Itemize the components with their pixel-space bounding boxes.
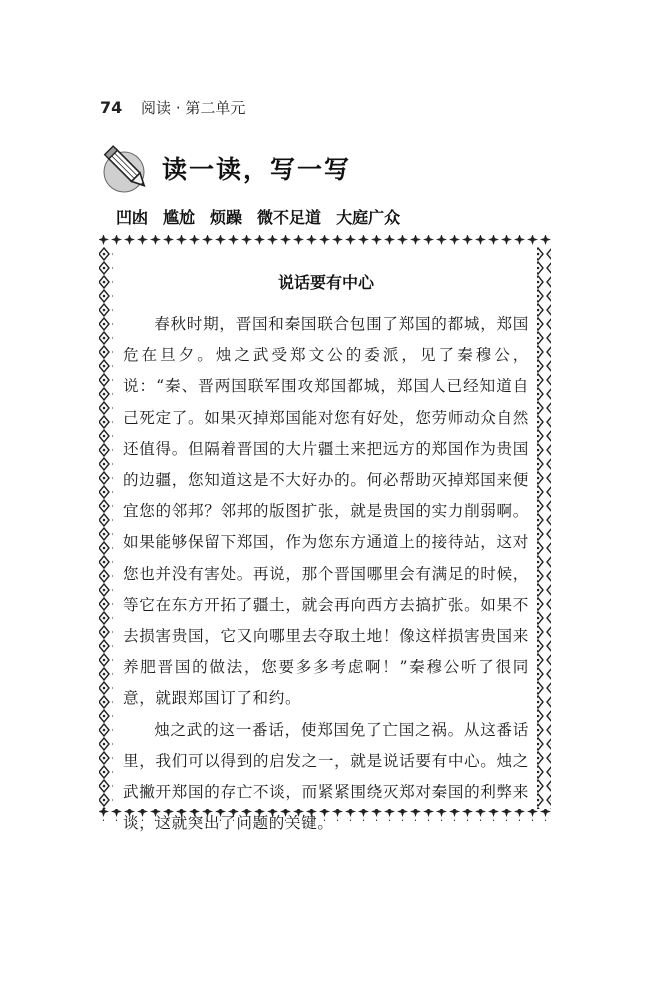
passage-title: 说话要有中心	[277, 273, 374, 292]
section-title: 读一读，写一写	[162, 155, 352, 184]
running-title: 阅读 · 第二单元	[141, 99, 246, 117]
vocab-word: 凹凼	[116, 208, 149, 227]
pencil-icon	[100, 140, 156, 196]
vocab-list	[116, 205, 400, 228]
page-header	[100, 97, 245, 118]
vocab-word: 尴尬	[163, 208, 196, 227]
vocab-word: 烦躁	[210, 208, 243, 227]
vocab-word: 大庭广众	[336, 208, 401, 227]
passage	[123, 270, 529, 839]
passage-paragraph: 烛之武的这一番话，使郑国免了亡国之祸。从这番话里，我们可以得到的启发之一，就是说话要有中心。烛之武撇开郑国的存亡不谈，而紧紧围绕灭郑对秦国的利弊来谈，这就突出了问题的关键。	[123, 720, 529, 833]
page-number: 74	[100, 98, 123, 117]
vocab-word: 微不足道	[257, 208, 322, 227]
passage-paragraph: 春秋时期，晋国和秦国联合包围了郑国的都城，郑国危在旦夕。烛之武受郑文公的委派，见了秦穆公，说：“秦、晋两国联军围攻郑国都城，郑国人已经知道自己死定了。如果灭掉郑国能对您有好处，您劳师动众自然还值得。但隔着晋国的大片疆土来把远方的郑国作为贵国的边疆，您知道这是不大好办的。何必帮助灭掉郑国来便宜您的邻邦？邻邦的版图扩张，就是贵国的实力削弱啊。如果能够保留下郑国，作为您东方通道上的接待站，这对您也并没有害处。再说，那个晋国哪里会有满足的时候，等它在东方开拓了疆土，就会再向西方去搞扩张。如果不去损害贵国，它又向哪里去夺取土地！像这样损害贵国来养肥晋国的做法，您要多多考虑啊！”秦穆公听了很同意，就跟郑国订了和约。	[123, 315, 529, 708]
